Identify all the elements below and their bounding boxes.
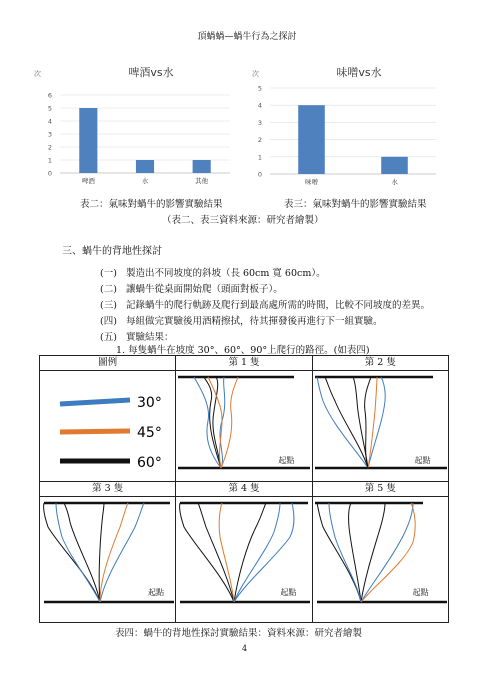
y-tick-label: 3	[47, 130, 52, 139]
trace-30	[100, 503, 144, 602]
bar	[298, 105, 325, 174]
trace-cell-5	[313, 497, 448, 622]
x-tick-label: 其他	[195, 177, 209, 185]
legend-line-45	[60, 431, 130, 432]
trace-60	[198, 503, 234, 602]
chart-title: 啤酒vs水	[128, 66, 174, 79]
trace-60	[361, 503, 385, 602]
step-text: 讓蝸牛從桌面開始爬（頭面對板子）。	[125, 284, 283, 295]
step-2	[100, 281, 283, 295]
start-label: 起點	[280, 588, 297, 597]
y-tick-label: 4	[47, 117, 52, 126]
trace-cell-4	[176, 497, 311, 622]
y-tick-label: 3	[257, 118, 262, 127]
table-header: 圖例	[40, 356, 175, 371]
trace-60	[234, 503, 266, 602]
y-tick-label: 2	[257, 136, 262, 145]
trace-30	[234, 503, 280, 602]
y-tick-label: 0	[257, 170, 262, 179]
trace-30	[329, 503, 361, 602]
trace-45	[368, 377, 377, 468]
y-tick-label: 1	[257, 153, 262, 162]
y-tick-label: 0	[47, 169, 52, 178]
step-number: (二)	[100, 284, 117, 295]
trace-cell-1	[176, 371, 311, 481]
chart-miso-vs-water	[250, 58, 440, 190]
table-header: 第 4 隻	[176, 482, 311, 497]
trace-graphic-4	[176, 497, 312, 622]
trace-cell-2	[313, 371, 448, 481]
trace-30	[56, 503, 100, 602]
step-number: (三)	[100, 300, 117, 311]
y-tick-label: 6	[47, 91, 52, 100]
table-header: 第 3 隻	[40, 482, 175, 497]
trace-cell-3	[40, 497, 175, 622]
trace-60	[317, 503, 361, 602]
bar-chart-1	[32, 58, 232, 190]
legend-label-45: 45°	[137, 425, 162, 441]
trace-30	[361, 503, 413, 602]
start-label: 起點	[148, 588, 164, 597]
chart-beer-vs-water	[32, 58, 232, 190]
step-5	[100, 329, 173, 343]
y-tick-label: 5	[47, 104, 52, 113]
y-axis-label: 次	[34, 70, 41, 78]
step-3	[100, 297, 430, 311]
step-4	[100, 313, 382, 327]
caption-table2: 表二：氣味對蝸牛的影響實驗結果	[80, 199, 223, 210]
x-tick-label: 水	[141, 177, 149, 185]
legend-label-30: 30°	[137, 395, 162, 411]
table-header: 第 2 隻	[313, 356, 448, 371]
chart-title: 味噌vs水	[336, 66, 382, 79]
start-label: 起點	[412, 588, 429, 597]
y-tick-label: 5	[257, 84, 262, 93]
trace-table	[39, 355, 449, 623]
trace-45	[361, 503, 415, 602]
trace-graphic-3	[40, 497, 176, 622]
trace-graphic-5	[313, 497, 449, 622]
step-text: 記錄蝸牛的爬行軌跡及爬行到最高處所需的時間，比較不同坡度的差異。	[125, 300, 430, 311]
caption-table3: 表三：氣味對蝸牛的影響實驗結果	[284, 199, 427, 210]
legend-line-30	[60, 400, 130, 404]
legend-cell	[40, 371, 175, 481]
y-axis-label: 次	[252, 70, 259, 78]
start-label: 起點	[278, 456, 295, 465]
result-item: 1. 每隻蝸牛在坡度 30°、60°、90°上爬行的路徑。(如表四)	[116, 345, 370, 356]
table-header: 第 1 隻	[176, 356, 311, 371]
y-tick-label: 1	[47, 156, 52, 165]
step-number: (四)	[100, 316, 117, 327]
step-text: 實驗結果：	[125, 332, 174, 343]
step-text: 製造出不同坡度的斜坡（長 60cm 寬 60cm）。	[125, 268, 326, 279]
section-title: 三、蝸牛的背地性探討	[62, 246, 162, 257]
trace-60	[325, 377, 368, 468]
y-tick-label: 2	[47, 143, 52, 152]
caption-source: （表二、表三資料來源：研究者繪製）	[162, 215, 324, 226]
bar	[381, 157, 408, 174]
start-label: 起點	[414, 456, 431, 465]
page-number: 4	[242, 644, 248, 653]
page-header: 頂蝸蝸—蝸牛行為之探討	[197, 32, 297, 42]
x-tick-label: 水	[391, 178, 398, 186]
step-text: 每組做完實驗後用酒精擦拭，待其揮發後再進行下一組實驗。	[125, 316, 383, 327]
table-header: 第 5 隻	[313, 482, 448, 497]
step-number: (一)	[100, 268, 117, 279]
step-number: (五)	[100, 332, 117, 343]
legend-label-60: 60°	[137, 455, 162, 471]
bar	[136, 160, 154, 173]
trace-60	[348, 503, 360, 602]
legend-graphic	[40, 371, 176, 481]
trace-60	[180, 503, 234, 602]
x-tick-label: 啤酒	[81, 177, 95, 185]
trace-45	[221, 377, 238, 468]
bar	[193, 160, 211, 173]
x-tick-label: 味噌	[305, 178, 318, 186]
bar	[79, 108, 97, 173]
step-1	[100, 265, 326, 279]
y-tick-label: 4	[257, 101, 262, 110]
trace-30	[317, 377, 368, 468]
bar-chart-2	[250, 58, 440, 190]
bottom-caption: 表四：蝸牛的背地性探討實驗結果：資料來源：研究者繪製	[115, 628, 363, 639]
